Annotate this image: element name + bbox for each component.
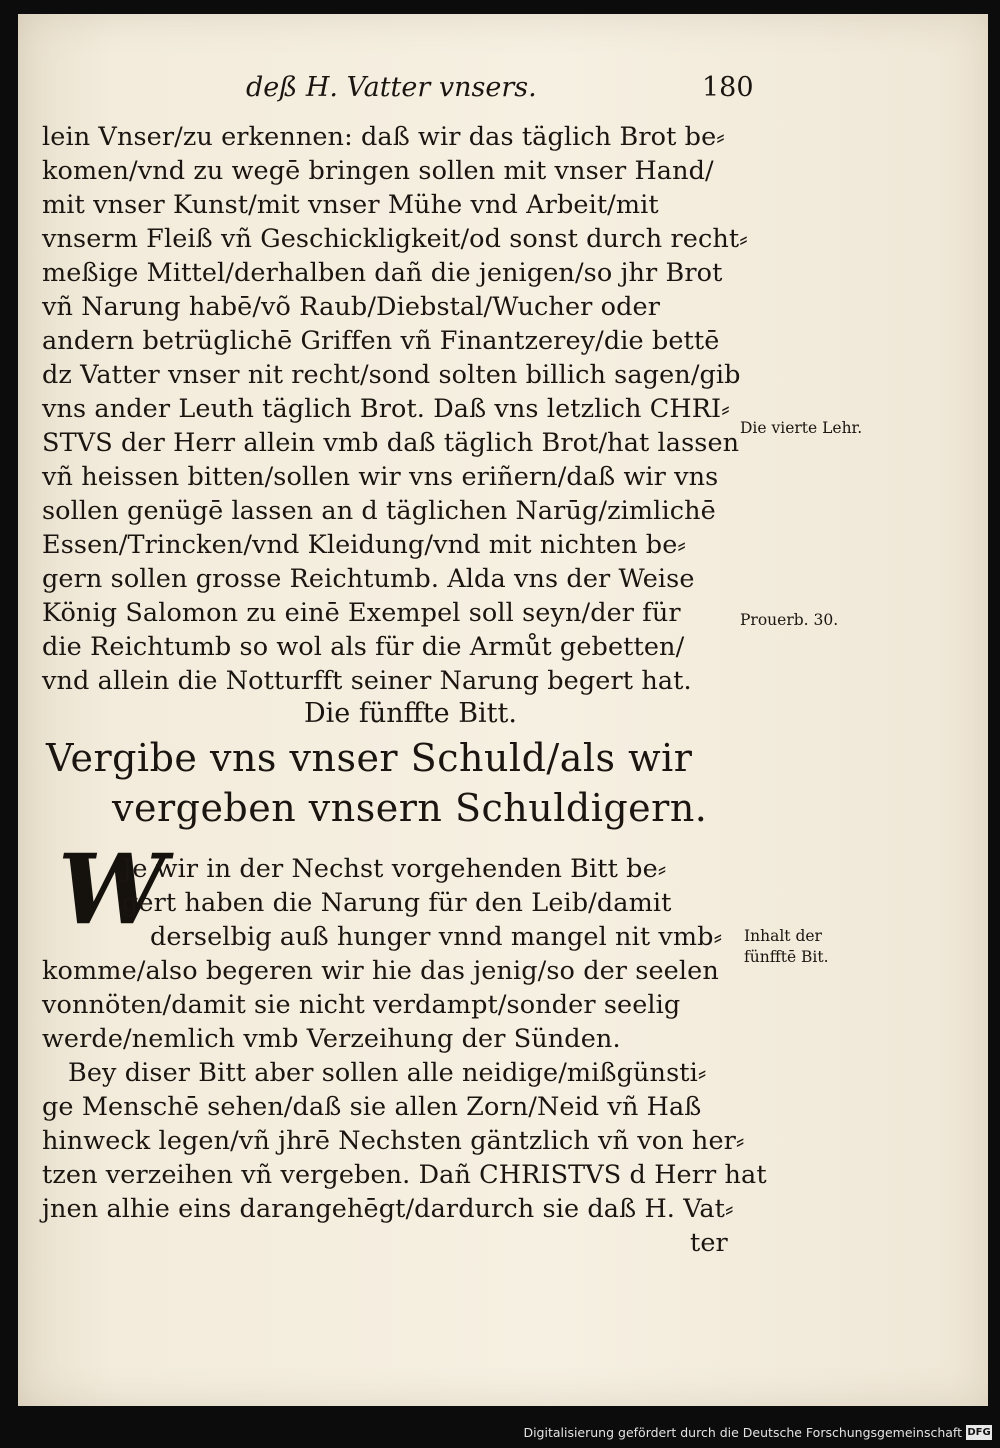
text-line: sollen genügē lassen an d täglichen Narūg/zimlichē (42, 496, 716, 526)
page-number: 180 (702, 72, 754, 103)
text-line: die Reichtumb so wol als für die Armůt gebetten/ (42, 632, 685, 662)
text-line: derselbig auß hunger vnnd mangel nit vmb⸗ (150, 922, 723, 952)
margin-note: Inhalt der fünfftē Bit. (744, 927, 829, 966)
text-line: werde/nemlich vmb Verzeihung der Sünden. (42, 1024, 621, 1054)
digitization-footer (0, 1422, 1000, 1448)
margin-note: Prouerb. 30. (740, 611, 839, 629)
margin-note: Die vierte Lehr. (740, 419, 863, 437)
text-line: komen/vnd zu wegē bringen sollen mit vnser Hand/ (42, 156, 714, 186)
text-line: andern betrüglichē Griffen vñ Finantzerey/die bettē (42, 326, 720, 356)
text-line: lein Vnser/zu erkennen: daß wir das täglich Brot be⸗ (42, 122, 725, 152)
text-line: vñ Narung habē/võ Raub/Diebstal/Wucher oder (42, 292, 660, 322)
text-line: gern sollen grosse Reichtumb. Alda vns der Weise (42, 564, 695, 594)
text-line: Je wir in der Nechst vorgehenden Bitt be⸗ (122, 854, 667, 884)
running-header: deß H. Vatter vnsers. (246, 72, 537, 103)
text-line: König Salomon zu einē Exempel soll seyn/der für (42, 598, 681, 628)
text-line: meßige Mittel/derhalben dañ die jenigen/so jhr Brot (42, 258, 723, 288)
funding-credit: Digitalisierung gefördert durch die Deutsche Forschungsgemeinschaft (523, 1425, 962, 1440)
text-line: tzen verzeihen vñ vergeben. Dañ CHRISTVS d Herr hat (42, 1160, 767, 1190)
text-line: jnen alhie eins darangehēgt/dardurch sie daß H. Vat⸗ (42, 1194, 734, 1224)
text-line: vonnöten/damit sie nicht verdampt/sonder seelig (42, 990, 681, 1020)
dfg-logo: DFG (967, 1427, 991, 1438)
decorated-initial-letter: W (58, 833, 166, 946)
text-line: vnserm Fleiß vñ Geschickligkeit/od sonst durch recht⸗ (42, 224, 748, 254)
text-line: komme/also begeren wir hie das jenig/so der seelen (42, 956, 719, 986)
text-line: dz Vatter vnser nit recht/sond solten billich sagen/gib (42, 360, 741, 390)
text-line: Bey diser Bitt aber sollen alle neidige/mißgünsti⸗ (68, 1058, 707, 1088)
text-line: hinweck legen/vñ jhrē Nechsten gäntzlich vñ von her⸗ (42, 1126, 745, 1156)
book-page (18, 14, 988, 1406)
section-heading-line: vergeben vnsern Schuldigern. (112, 786, 708, 830)
text-line: vñ heissen bitten/sollen wir vns eriñern/daß wir vns (42, 462, 719, 492)
catchword: ter (690, 1228, 728, 1258)
section-heading-line: Vergibe vns vnser Schuld/als wir (46, 736, 693, 780)
text-line: vns ander Leuth täglich Brot. Daß vns letzlich CHRI⸗ (42, 394, 730, 424)
section-subheading: Die fünffte Bitt. (304, 698, 517, 729)
text-line: vnd allein die Notturfft seiner Narung begert hat. (42, 666, 692, 696)
text-line: ge Menschē sehen/daß sie allen Zorn/Neid vñ Haß (42, 1092, 702, 1122)
text-line: gert haben die Narung für den Leib/damit (122, 888, 672, 918)
text-line: Essen/Trincken/vnd Kleidung/vnd mit nichten be⸗ (42, 530, 687, 560)
text-line: STVS der Herr allein vmb daß täglich Brot/hat lassen (42, 428, 740, 458)
text-line: mit vnser Kunst/mit vnser Mühe vnd Arbeit/mit (42, 190, 659, 220)
